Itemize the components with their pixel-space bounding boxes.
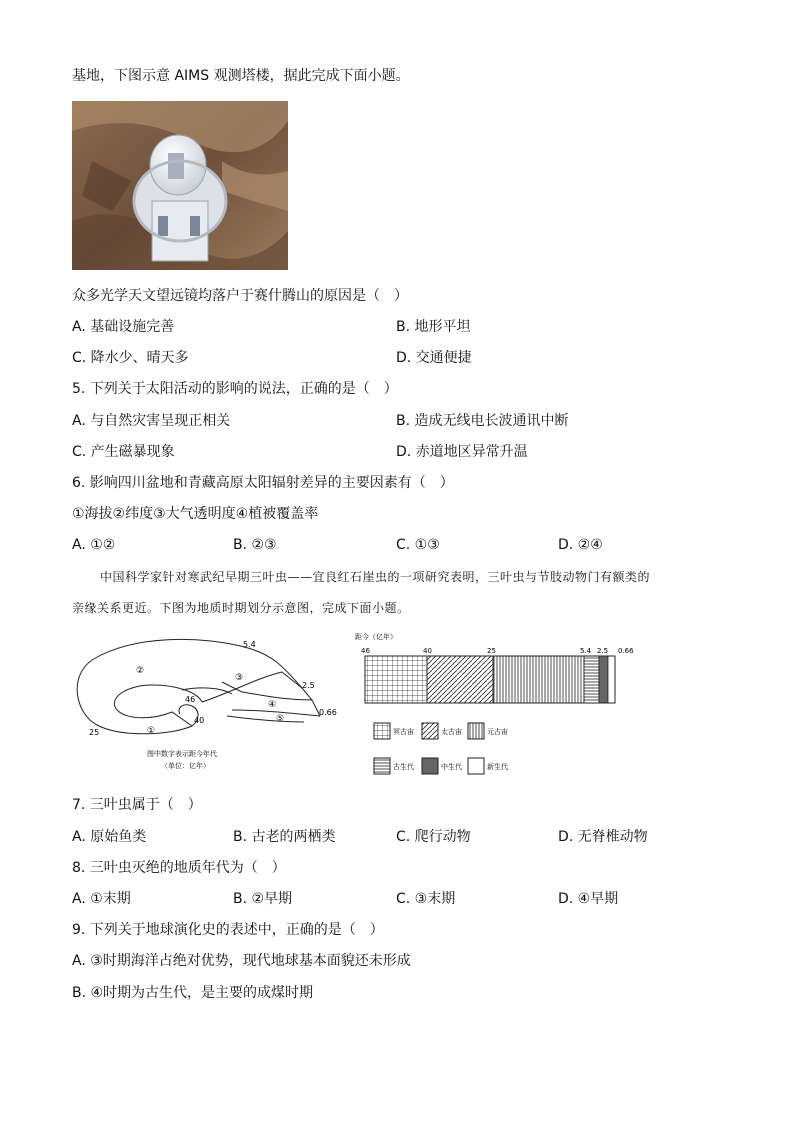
spiral-region-2: ② (136, 666, 145, 676)
question-4-stem: 众多光学天文望远镜均落户于赛什腾山的原因是（ ） (72, 288, 408, 304)
question-5-stem: 5. 下列关于太阳活动的影响的说法，正确的是（ ） (72, 381, 398, 397)
geologic-timeline-bar (352, 630, 642, 780)
segment-mesozoic (599, 656, 608, 703)
spiral-region-4: ④ (268, 700, 277, 710)
question-8-option-a[interactable]: A. ①末期 (72, 891, 131, 907)
question-7-option-c[interactable]: C. 爬行动物 (396, 829, 471, 845)
question-6-factors: ①海拔②纬度③大气透明度④植被覆盖率 (72, 506, 319, 522)
question-4-option-d[interactable]: D. 交通便捷 (396, 350, 472, 366)
segment-proterozoic (493, 656, 584, 703)
question-4-option-c[interactable]: C. 降水少、晴天多 (72, 350, 189, 366)
segment-hadean (365, 656, 427, 703)
spiral-region-1: ① (147, 726, 156, 736)
legend-label-mesozoic: 中生代 (441, 763, 462, 771)
question-8-option-c[interactable]: C. ③末期 (396, 891, 456, 907)
segment-archean (427, 656, 493, 703)
question-5-option-a[interactable]: A. 与自然灾害呈现正相关 (72, 413, 231, 429)
question-6-option-b[interactable]: B. ②③ (233, 537, 277, 553)
question-9-option-b[interactable]: B. ④时期为古生代，是主要的成煤时期 (72, 985, 314, 1001)
question-8-stem: 8. 三叶虫灭绝的地质年代为（ ） (72, 860, 286, 876)
spiral-label-5-4: 5.4 (243, 640, 256, 649)
tick-46: 46 (361, 647, 370, 655)
question-7-option-d[interactable]: D. 无脊椎动物 (558, 829, 648, 845)
question-7-stem: 7. 三叶虫属于（ ） (72, 797, 202, 813)
question-5-option-b[interactable]: B. 造成无线电长波通讯中断 (396, 413, 569, 429)
intro-text: 基地，下图示意 AIMS 观测塔楼，据此完成下面小题。 (72, 68, 410, 84)
spiral-label-46: 46 (185, 695, 196, 704)
question-7-option-a[interactable]: A. 原始鱼类 (72, 829, 147, 845)
segment-cenozoic (608, 656, 615, 703)
spiral-region-3: ③ (235, 673, 244, 683)
spiral-caption-1: 图中数字表示距今年代 (147, 750, 217, 758)
question-6-stem: 6. 影响四川盆地和青藏高原太阳辐射差异的主要因素有（ ） (72, 475, 454, 491)
question-5-option-c[interactable]: C. 产生磁暴现象 (72, 444, 175, 460)
question-6-option-d[interactable]: D. ②④ (558, 537, 603, 553)
observatory-tower-photo (72, 101, 288, 270)
tick-25: 25 (487, 647, 496, 655)
question-9-option-a[interactable]: A. ③时期海洋占绝对优势，现代地球基本面貌还未形成 (72, 953, 411, 969)
question-4-option-b[interactable]: B. 地形平坦 (396, 319, 471, 335)
legend-label-hadean: 冥古宙 (393, 728, 414, 736)
question-8-option-d[interactable]: D. ④早期 (558, 891, 619, 907)
tick-0-66: 0.66 (618, 647, 634, 655)
question-6-option-c[interactable]: C. ①③ (396, 537, 440, 553)
legend-label-archean: 太古宙 (441, 728, 462, 736)
tick-5-4: 5.4 (580, 647, 592, 655)
spiral-label-2-5: 2.5 (302, 681, 315, 690)
spiral-label-40: 40 (194, 716, 205, 725)
segment-paleozoic (584, 656, 599, 703)
legend-label-paleozoic: 古生代 (393, 763, 414, 771)
geologic-time-spiral-diagram (72, 630, 342, 778)
question-9-stem: 9. 下列关于地球演化史的表述中，正确的是（ ） (72, 922, 384, 938)
timeline-legend (374, 723, 508, 774)
legend-label-proterozoic: 元古宙 (487, 728, 508, 736)
question-4-option-a[interactable]: A. 基础设施完善 (72, 319, 175, 335)
question-5-option-d[interactable]: D. 赤道地区异常升温 (396, 444, 528, 460)
question-6-option-a[interactable]: A. ①② (72, 537, 116, 553)
passage-line-2: 亲缘关系更近。下图为地质时期划分示意图，完成下面小题。 (72, 601, 410, 615)
spiral-region-5: ⑤ (276, 714, 285, 724)
spiral-label-25: 25 (89, 728, 100, 737)
legend-label-cenozoic: 新生代 (487, 763, 508, 771)
spiral-caption-2: （单位：亿年） (161, 762, 210, 770)
timeline-axis-title: 距今（亿年） (355, 633, 397, 641)
question-7-option-b[interactable]: B. 古老的两栖类 (233, 829, 336, 845)
tick-40: 40 (423, 647, 432, 655)
passage-line-1: 中国科学家针对寒武纪早期三叶虫——宜良红石崖虫的一项研究表明，三叶虫与节肢动物门有额类的 (100, 570, 651, 584)
tick-2-5: 2.5 (597, 647, 609, 655)
spiral-label-0-66: 0.66 (319, 708, 337, 717)
question-8-option-b[interactable]: B. ②早期 (233, 891, 293, 907)
